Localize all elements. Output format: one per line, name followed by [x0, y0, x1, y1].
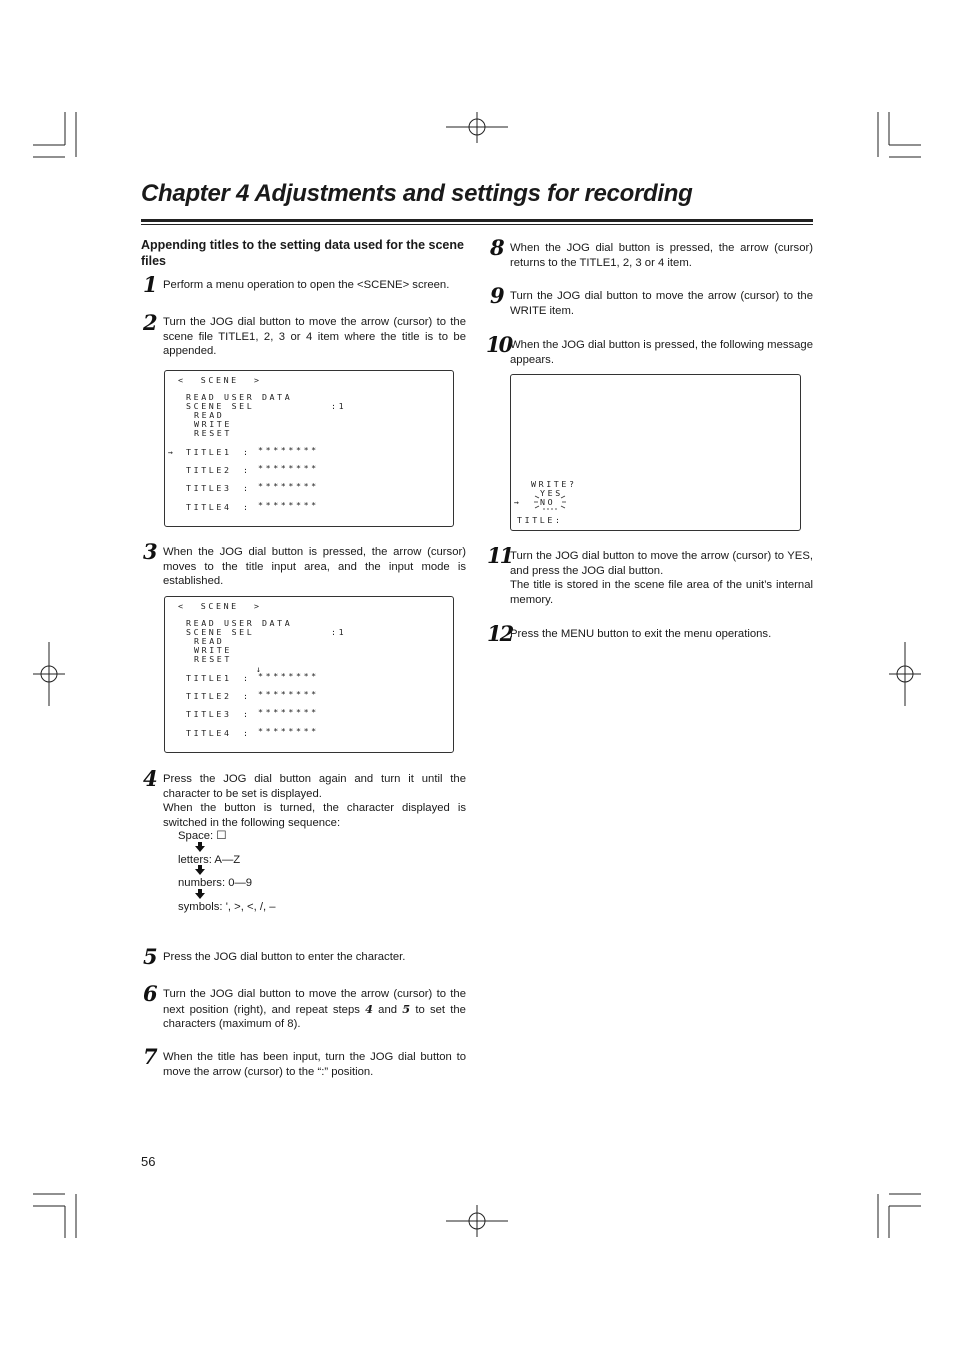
- arrow-down-icon: [195, 893, 205, 899]
- scene-sel-value: :1: [331, 401, 347, 411]
- step-9-number: 9: [490, 283, 505, 308]
- title4-colon: :: [243, 728, 251, 738]
- step-12-text: Press the MENU button to exit the menu operations.: [510, 628, 772, 640]
- arrow-down-icon: [195, 846, 205, 852]
- title4-value: ********: [258, 500, 319, 510]
- step-7-number: 7: [143, 1044, 158, 1069]
- scene-sel-item: SCENE SEL: [186, 627, 255, 637]
- chapter-title: Chapter 4 Adjustments and settings for recording: [141, 180, 693, 207]
- write-prompt: WRITE?: [531, 479, 577, 489]
- title1-value: ********: [258, 445, 319, 455]
- step-8-number: 8: [490, 235, 505, 260]
- step-12-number: 12: [487, 621, 513, 646]
- step-4-number: 4: [143, 766, 158, 791]
- character-sequence: [178, 829, 276, 914]
- step-11-text: [510, 549, 813, 607]
- step-3-text: When the JOG dial button is pressed, the arrow (cursor) moves to the title input area, and the input mode is established.: [163, 546, 466, 587]
- read-user-data-item: READ USER DATA: [186, 618, 293, 628]
- cursor-arrow: ↓: [256, 664, 264, 674]
- step-ref-4: 4: [365, 1001, 373, 1016]
- step-6-text: [163, 987, 466, 1032]
- step-7-text: When the title has been input, turn the JOG dial button to move the arrow (cursor) to the “:” position.: [163, 1051, 466, 1078]
- step-4-text: [163, 772, 466, 830]
- step-1-number: 1: [143, 272, 158, 297]
- write-item: WRITE: [194, 645, 232, 655]
- step-11-line2: The title is stored in the scene file area of the unit’s internal memory.: [510, 579, 813, 606]
- step-5-text: Press the JOG dial button to enter the character.: [163, 951, 406, 963]
- title4-item: TITLE4: [186, 502, 232, 512]
- title3-value: ********: [258, 481, 319, 491]
- cursor-arrow: →: [514, 497, 522, 507]
- title4-colon: :: [243, 502, 251, 512]
- title2-item: TITLE2: [186, 691, 232, 701]
- title2-value: ********: [258, 463, 319, 473]
- page-number: 56: [141, 1154, 156, 1169]
- write-item: WRITE: [194, 419, 232, 429]
- step-5-number: 5: [143, 944, 158, 969]
- title2-colon: :: [243, 691, 251, 701]
- read-user-data-item: READ USER DATA: [186, 392, 293, 402]
- sequence-numbers: numbers: 0—9: [178, 877, 253, 889]
- screen-header: < SCENE >: [178, 375, 262, 385]
- title3-item: TITLE3: [186, 483, 232, 493]
- step-9-text: Turn the JOG dial button to move the arrow (cursor) to the WRITE item.: [510, 290, 813, 317]
- blink-indicator-icon: [533, 493, 567, 511]
- reset-item: RESET: [194, 428, 232, 438]
- step-ref-5: 5: [402, 1001, 411, 1016]
- title2-colon: :: [243, 465, 251, 475]
- title3-value: ********: [258, 707, 319, 717]
- step-11-line1: Turn the JOG dial button to move the arrow (cursor) to YES, and press the JOG dial button.: [510, 550, 813, 577]
- step-2-text: Turn the JOG dial button to move the arrow (cursor) to the scene file TITLE1, 2, 3 or 4 item where the title is to be appended.: [163, 316, 466, 357]
- step-11-number: 11: [487, 543, 513, 568]
- title-label: TITLE:: [517, 515, 563, 525]
- title1-item: TITLE1: [186, 673, 232, 683]
- cursor-arrow: →: [168, 447, 176, 457]
- scene-sel-item: SCENE SEL: [186, 401, 255, 411]
- arrow-down-icon: [195, 869, 205, 875]
- read-item: READ: [194, 636, 225, 646]
- step-10-number: 10: [486, 332, 512, 357]
- sequence-space: Space: ☐: [178, 830, 227, 842]
- title-rule: [141, 219, 813, 222]
- yes-option: YES: [540, 488, 563, 498]
- sequence-symbols: symbols: ', >, <, /, –: [178, 900, 276, 913]
- title4-item: TITLE4: [186, 728, 232, 738]
- title1-colon: :: [243, 447, 251, 457]
- sequence-letters: letters: A—Z: [178, 853, 241, 866]
- step-4-line1: Press the JOG dial button again and turn it until the character to be set is displayed.: [163, 773, 466, 800]
- title4-value: ********: [258, 726, 319, 736]
- title2-item: TITLE2: [186, 465, 232, 475]
- step-2-number: 2: [143, 310, 158, 335]
- scene-menu-screen-2: [164, 596, 454, 753]
- read-item: READ: [194, 410, 225, 420]
- title3-colon: :: [243, 483, 251, 493]
- title1-item: TITLE1: [186, 447, 232, 457]
- step-1-text: Perform a menu operation to open the <SCENE> screen.: [163, 279, 450, 291]
- step-4-line2: When the button is turned, the character displayed is switched in the following sequence:: [163, 802, 466, 829]
- screen-header: < SCENE >: [178, 601, 262, 611]
- section-heading: Appending titles to the setting data used for the scene files: [141, 238, 464, 268]
- step-10-text: When the JOG dial button is pressed, the following message appears.: [510, 339, 813, 366]
- step-6-text-c: to set the characters (maximum of 8).: [163, 1003, 466, 1030]
- scene-sel-value: :1: [331, 627, 347, 637]
- title3-item: TITLE3: [186, 709, 232, 719]
- no-option: NO: [540, 497, 556, 507]
- step-6-text-b: and: [372, 1003, 403, 1016]
- step-6-number: 6: [143, 981, 158, 1006]
- reset-item: RESET: [194, 654, 232, 664]
- title1-colon: :: [243, 673, 251, 683]
- step-3-number: 3: [143, 539, 158, 564]
- title-rule-thin: [141, 224, 813, 225]
- scene-menu-screen-1: [164, 370, 454, 527]
- title3-colon: :: [243, 709, 251, 719]
- step-8-text: When the JOG dial button is pressed, the arrow (cursor) returns to the TITLE1, 2, 3 or 4 item.: [510, 242, 813, 269]
- write-confirm-screen: [510, 374, 801, 531]
- step-6-text-a: Turn the JOG dial button to move the arrow (cursor) to the next position (right), and repeat steps: [163, 988, 466, 1016]
- title1-value: ********: [258, 671, 319, 681]
- title2-value: ********: [258, 689, 319, 699]
